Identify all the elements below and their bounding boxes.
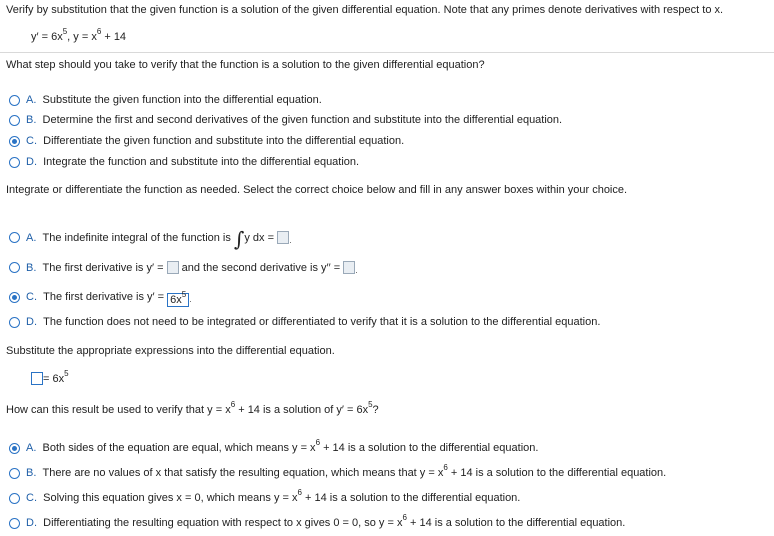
q1-option-b-radio[interactable]: [9, 115, 20, 126]
q4-option-d-letter: D.: [26, 517, 37, 529]
given-equation: [31, 27, 127, 44]
q1-option-a-text: Substitute the given function into the differential equation.: [42, 94, 322, 106]
answer-exponent: 5: [181, 290, 187, 300]
q2-option-c-text: The first derivative is y′ =: [43, 291, 165, 303]
box-dot: [290, 242, 291, 243]
q1-option-c-letter: C.: [26, 135, 37, 147]
q2-option-b-letter: B.: [26, 262, 37, 274]
q1-option-d-letter: D.: [26, 156, 37, 168]
q4-prompt-suffix: ?: [372, 404, 379, 416]
q4-option-c-pre: Solving this equation gives x = 0, which means y = x: [43, 492, 298, 504]
equation-exponent-1: 5: [62, 27, 68, 37]
q2-option-c-radio[interactable]: [9, 292, 20, 303]
q4-prompt-prefix: How can this result be used to verify that y = x: [6, 404, 231, 416]
q2-option-d-text: The function does not need to be integrated or differentiated to verify that it is a solution to the differential equation.: [43, 316, 601, 328]
q4-option-d-post: + 14 is a solution to the differential equation.: [406, 517, 626, 529]
q2-option-a-letter: A.: [26, 232, 37, 244]
q2-option-d-radio[interactable]: [9, 317, 20, 328]
header-divider: [0, 52, 774, 53]
q1-option-c-text: Differentiate the given function and substitute into the differential equation.: [43, 135, 405, 147]
q2-prompt: Integrate or differentiate the function as needed. Select the correct choice below and fill in any answer boxes within your choice.: [6, 184, 628, 196]
integral-sign: ∫: [233, 227, 245, 251]
q4-prompt: [6, 400, 379, 417]
q1-option-b-letter: B.: [26, 114, 37, 126]
box-dot: [190, 301, 191, 302]
q2-option-a-radio[interactable]: [9, 232, 20, 243]
q2-option-a-text: The indefinite integral of the function is: [42, 232, 231, 244]
q4-option-c-letter: C.: [26, 492, 37, 504]
q4-option-a-pre: Both sides of the equation are equal, which means y = x: [42, 442, 316, 454]
q3-prompt: Substitute the appropriate expressions into the differential equation.: [6, 345, 335, 357]
q4-option-b-pre: There are no values of x that satisfy the resulting equation, which means that y = x: [42, 467, 444, 479]
substitution-exponent: 5: [64, 369, 69, 379]
q1-option-a-letter: A.: [26, 94, 37, 106]
q4-option-b-radio[interactable]: [9, 468, 20, 479]
q4-option-c-radio[interactable]: [9, 493, 20, 504]
q4-option-b-letter: B.: [26, 467, 37, 479]
q4-option-b-post: + 14 is a solution to the differential equation.: [447, 467, 667, 479]
q4-option-c-post: + 14 is a solution to the differential equation.: [301, 492, 521, 504]
answer-base: 6x: [170, 294, 182, 306]
equation-mid: , y = x: [67, 31, 97, 43]
q2-option-c-letter: C.: [26, 291, 37, 303]
q1-option-d-text: Integrate the function and substitute into the differential equation.: [43, 156, 360, 168]
equation-prefix: y′ = 6x: [31, 31, 63, 43]
q4-option-a-letter: A.: [26, 442, 37, 454]
substitution-equation: [31, 369, 69, 386]
box-dot: [356, 272, 357, 273]
q1-option-a-radio[interactable]: [9, 95, 20, 106]
q1-prompt: What step should you take to verify that the function is a solution to the given differential equation?: [6, 59, 485, 71]
integral-answer-box[interactable]: [277, 231, 289, 244]
equation-exponent-2: 6: [96, 27, 102, 37]
second-derivative-answer-box[interactable]: [343, 261, 355, 274]
q4-option-d-pre: Differentiating the resulting equation with respect to x gives 0 = 0, so y = x: [43, 517, 403, 529]
q2-option-b-radio[interactable]: [9, 262, 20, 273]
q4-option-d-exp: 6: [402, 513, 407, 523]
substitution-answer-box[interactable]: [31, 372, 43, 385]
q1-option-b-text: Determine the first and second derivatives of the given function and substitute into the differential equation.: [42, 114, 563, 126]
first-derivative-filled-answer[interactable]: [167, 290, 189, 307]
substitution-rhs: = 6x: [43, 373, 65, 385]
q2-option-a-integrand: y dx =: [244, 232, 275, 244]
equation-suffix: + 14: [101, 31, 127, 43]
q4-prompt-exp2: 5: [368, 400, 373, 410]
q1-option-c-radio[interactable]: [9, 136, 20, 147]
q4-option-b-exp: 6: [443, 463, 448, 473]
q4-prompt-exp1: 6: [230, 400, 236, 410]
first-derivative-answer-box[interactable]: [167, 261, 179, 274]
q4-option-a-exp: 6: [315, 438, 321, 448]
q1-option-d-radio[interactable]: [9, 157, 20, 168]
q2-option-d-letter: D.: [26, 316, 37, 328]
q2-option-b-text1: The first derivative is y′ =: [42, 262, 164, 274]
q4-prompt-mid: + 14 is a solution of y′ = 6x: [235, 404, 369, 416]
q2-option-b-text2: and the second derivative is y′′ =: [181, 262, 341, 274]
problem-instruction: Verify by substitution that the given function is a solution of the given differential equation. Note that any primes denote derivatives with respect to x.: [6, 4, 724, 16]
q4-option-a-radio[interactable]: [9, 443, 20, 454]
q4-option-d-radio[interactable]: [9, 518, 20, 529]
q4-option-c-exp: 6: [297, 488, 302, 498]
q4-option-a-post: + 14 is a solution to the differential equation.: [320, 442, 539, 454]
